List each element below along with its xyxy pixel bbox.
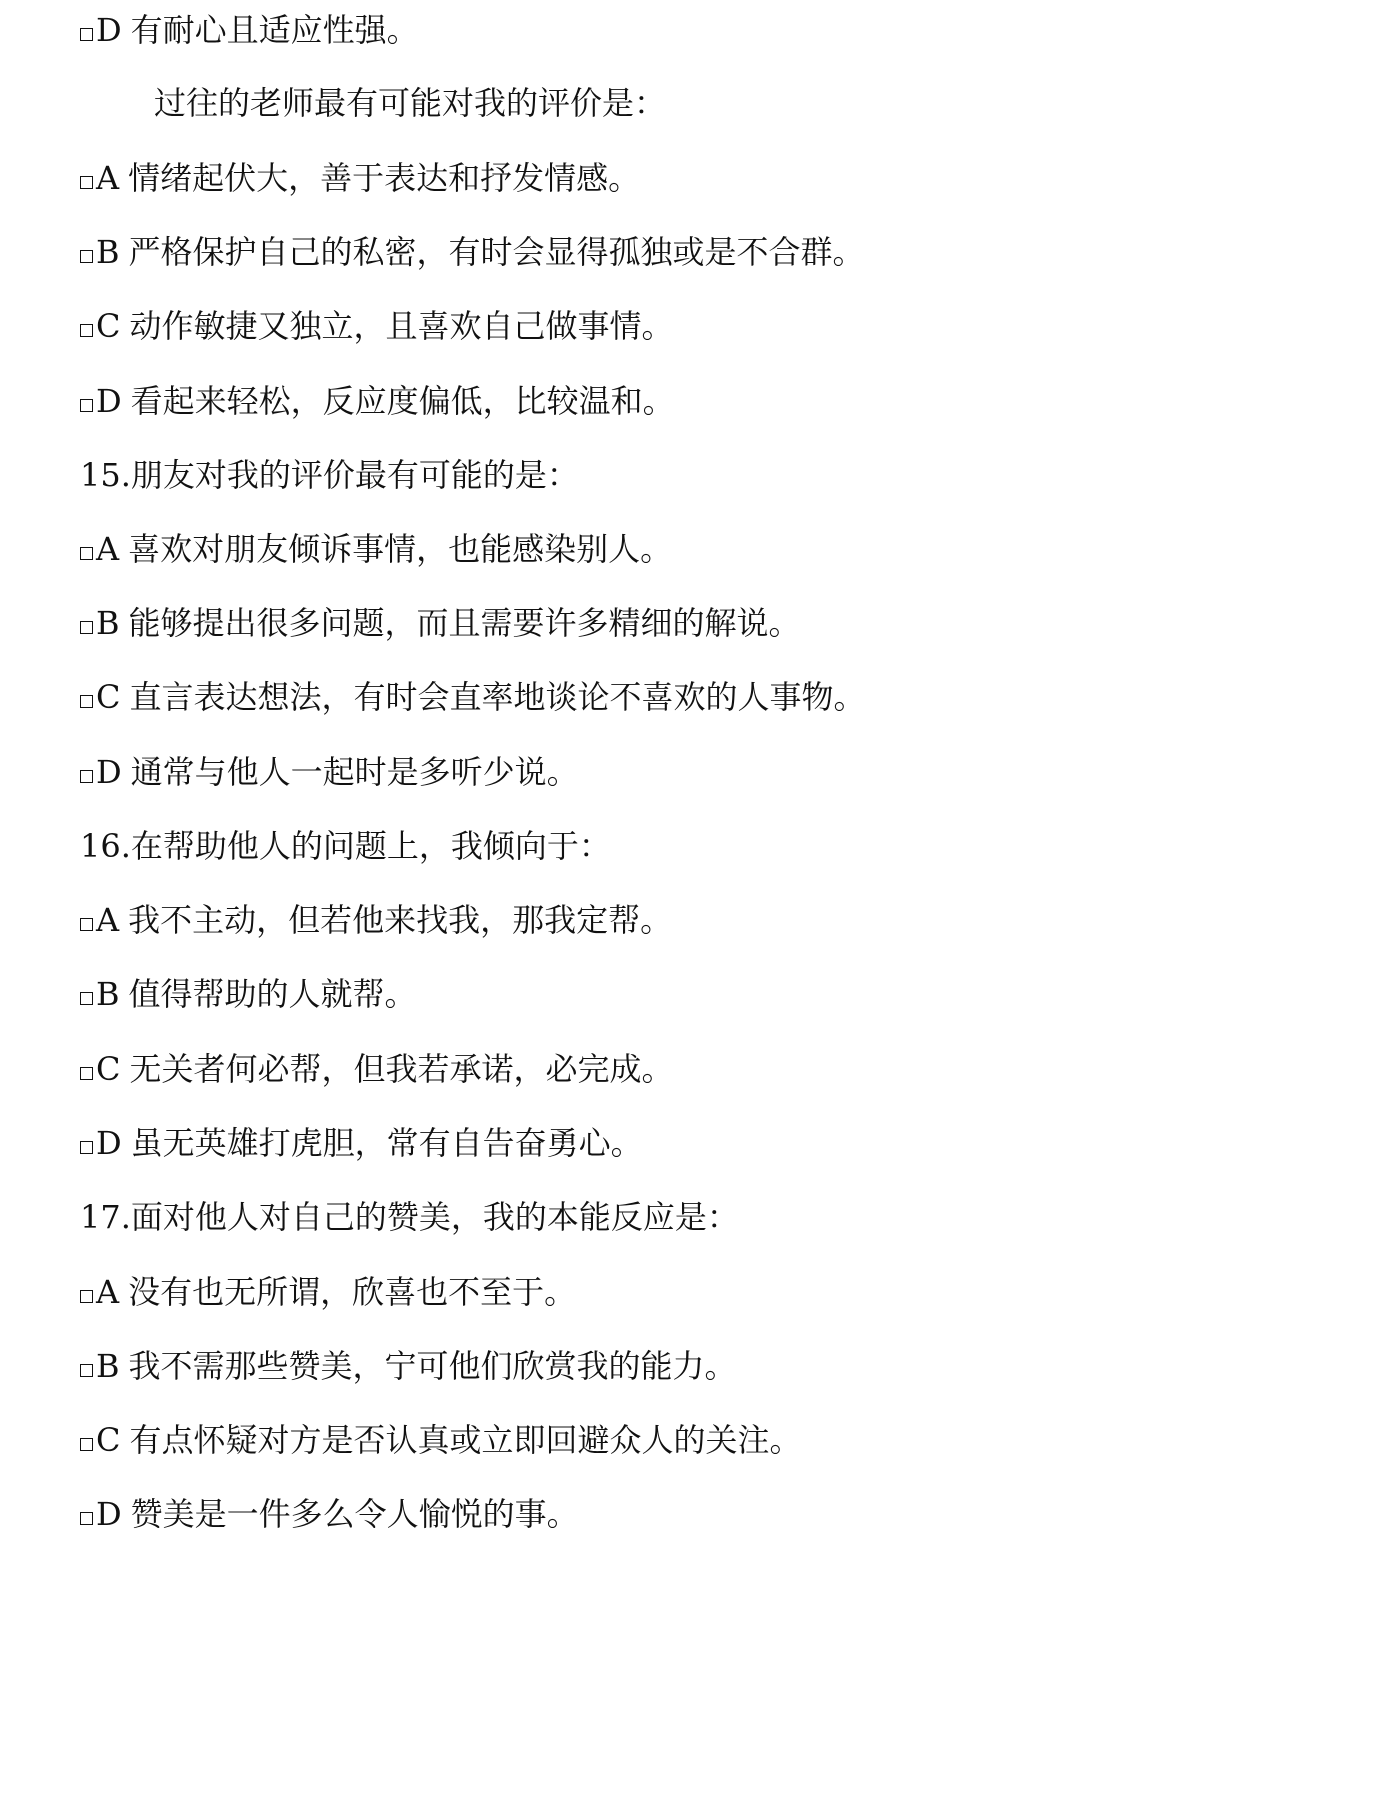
option-letter: A <box>96 159 120 197</box>
option-text: 赞美是一件多么令人愉悦的事。 <box>130 1495 579 1533</box>
option-b <box>80 1341 737 1391</box>
option-letter: C <box>96 307 121 345</box>
checkbox-icon[interactable] <box>80 399 93 412</box>
option-letter: C <box>96 1421 121 1459</box>
option-d <box>80 376 675 426</box>
option-text: 有耐心且适应性强。 <box>130 11 419 49</box>
checkbox-icon[interactable] <box>80 918 93 931</box>
checkbox-icon[interactable] <box>80 770 93 783</box>
question-text: 17.面对他人对自己的赞美，我的本能反应是： <box>80 1198 739 1236</box>
option-c <box>80 672 866 722</box>
checkbox-icon[interactable] <box>80 28 93 41</box>
option-b <box>80 227 865 277</box>
checkbox-icon[interactable] <box>80 1364 93 1377</box>
option-letter: C <box>96 1050 121 1088</box>
checkbox-icon[interactable] <box>80 695 93 708</box>
question-text: 16.在帮助他人的问题上，我倾向于： <box>80 827 611 865</box>
option-c <box>80 1044 674 1094</box>
option-text: 情绪起伏大，善于表达和抒发情感。 <box>128 159 641 197</box>
option-text: 有点怀疑对方是否认真或立即回避众人的关注。 <box>129 1421 802 1459</box>
checkbox-icon[interactable] <box>80 1290 93 1303</box>
option-text: 我不主动，但若他来找我，那我定帮。 <box>128 901 673 939</box>
question-15 <box>80 450 579 500</box>
option-text: 看起来轻松，反应度偏低，比较温和。 <box>130 382 675 420</box>
option-letter: D <box>96 1124 122 1162</box>
option-c <box>80 301 674 351</box>
option-letter: B <box>96 1347 120 1385</box>
option-letter: A <box>96 901 120 939</box>
option-text: 无关者何必帮，但我若承诺，必完成。 <box>129 1050 674 1088</box>
option-a <box>80 153 640 203</box>
question-16 <box>80 821 611 871</box>
option-c <box>80 1415 802 1465</box>
option-text: 虽无英雄打虎胆，常有自告奋勇心。 <box>130 1124 643 1162</box>
option-d <box>80 1118 643 1168</box>
option-letter: B <box>96 233 120 271</box>
option-b <box>80 598 801 648</box>
option-letter: D <box>96 753 122 791</box>
option-letter: D <box>96 1495 122 1533</box>
option-letter: D <box>96 382 122 420</box>
checkbox-icon[interactable] <box>80 1512 93 1525</box>
option-text: 我不需那些赞美，宁可他们欣赏我的能力。 <box>128 1347 737 1385</box>
checkbox-icon[interactable] <box>80 324 93 337</box>
option-text: 没有也无所谓，欣喜也不至于。 <box>128 1273 577 1311</box>
option-a <box>80 1267 576 1317</box>
option-a <box>80 895 672 945</box>
option-a <box>80 524 672 574</box>
option-letter: B <box>96 604 120 642</box>
checkbox-icon[interactable] <box>80 1141 93 1154</box>
option-text: 能够提出很多问题，而且需要许多精细的解说。 <box>128 604 801 642</box>
option-letter: A <box>96 1273 120 1311</box>
checkbox-icon[interactable] <box>80 176 93 189</box>
option-d <box>80 5 419 55</box>
checkbox-icon[interactable] <box>80 621 93 634</box>
option-letter: A <box>96 530 120 568</box>
checkbox-icon[interactable] <box>80 1438 93 1451</box>
option-d <box>80 1489 579 1539</box>
checkbox-icon[interactable] <box>80 1067 93 1080</box>
checkbox-icon[interactable] <box>80 547 93 560</box>
option-text: 动作敏捷又独立，且喜欢自己做事情。 <box>129 307 674 345</box>
option-text: 严格保护自己的私密，有时会显得孤独或是不合群。 <box>128 233 865 271</box>
question-text: 过往的老师最有可能对我的评价是： <box>154 84 667 122</box>
question-text: 15.朋友对我的评价最有可能的是： <box>80 456 579 494</box>
option-letter: C <box>96 678 121 716</box>
sub-question-text <box>154 78 666 128</box>
option-letter: D <box>96 11 122 49</box>
option-text: 值得帮助的人就帮。 <box>128 975 417 1013</box>
option-text: 直言表达想法，有时会直率地谈论不喜欢的人事物。 <box>129 678 866 716</box>
option-d <box>80 747 579 797</box>
option-text: 喜欢对朋友倾诉事情，也能感染别人。 <box>128 530 673 568</box>
option-letter: B <box>96 975 120 1013</box>
option-text: 通常与他人一起时是多听少说。 <box>130 753 579 791</box>
question-17 <box>80 1192 739 1242</box>
checkbox-icon[interactable] <box>80 992 93 1005</box>
option-b <box>80 969 417 1019</box>
checkbox-icon[interactable] <box>80 250 93 263</box>
